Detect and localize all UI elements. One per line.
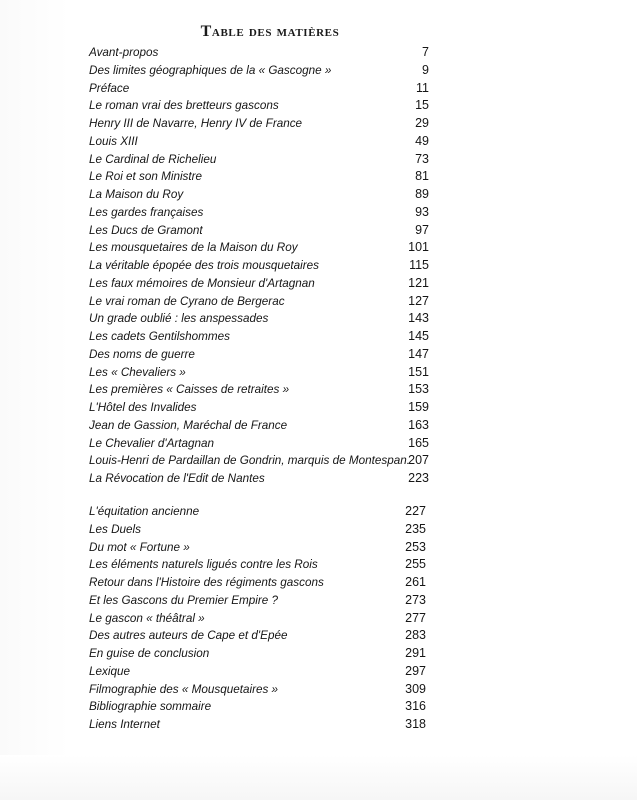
toc-entry-title: Les cadets Gentilshommes xyxy=(89,330,230,343)
toc-entry xyxy=(89,521,429,539)
toc-entry-title: La véritable épopée des trois mousquetaires xyxy=(89,259,319,272)
toc-entry-title: Louis XIII xyxy=(89,134,138,148)
toc-entry-title: Un grade oublié : les anspessades xyxy=(89,312,269,326)
toc-entry-page-number: 7 xyxy=(422,45,429,59)
toc-entry xyxy=(89,364,429,382)
toc-entry-page-number: 227 xyxy=(405,504,426,518)
toc-entry xyxy=(89,97,429,115)
toc-entry xyxy=(89,610,429,628)
toc-entry-page-number: 318 xyxy=(405,717,426,731)
toc-entry-title: Bibliographie sommaire xyxy=(89,700,212,714)
toc-entry-title: Les « Chevaliers » xyxy=(89,365,186,379)
toc-entry-title: Le Chevalier d'Artagnan xyxy=(89,436,215,450)
toc-entry-title: La Maison du Roy xyxy=(89,188,184,201)
toc-entry xyxy=(89,80,429,98)
toc-entry-page-number: 207 xyxy=(408,453,429,468)
toc-entry-page-number: 121 xyxy=(408,275,429,290)
toc-entry-page-number: 15 xyxy=(415,98,429,113)
toc-entry-title: Et les Gascons du Premier Empire ? xyxy=(89,593,279,607)
toc-entry xyxy=(89,592,429,610)
toc-entry-page-number: 316 xyxy=(405,699,426,714)
toc-entry-page-number: 235 xyxy=(405,521,426,536)
toc-entry xyxy=(89,452,429,470)
toc-entry-page-number: 97 xyxy=(415,222,429,237)
toc-entry-title: Les premières « Caisses de retraites » xyxy=(89,383,290,397)
toc-entry-page-number: 273 xyxy=(405,592,426,607)
toc-entry-title: Le Roi et son Ministre xyxy=(89,170,203,184)
toc-entry-title: Les Duels xyxy=(89,522,141,536)
toc-entry-page-number: 255 xyxy=(405,557,426,572)
page-title: Table des matières xyxy=(200,22,340,40)
toc-entry xyxy=(89,257,429,275)
toc-entry-page-number: 11 xyxy=(416,80,429,95)
toc-entry-title: Henry III de Navarre, Henry IV de France xyxy=(89,117,303,130)
toc-entry xyxy=(89,627,429,645)
toc-entry-title: Des autres auteurs de Cape et d'Epée xyxy=(89,629,288,643)
toc-entry-title: Louis-Henri de Pardaillan de Gondrin, marquis de Montespan. xyxy=(89,454,410,468)
toc-entry-title: Avant-propos xyxy=(89,46,159,59)
toc-entry-page-number: 147 xyxy=(408,346,429,361)
toc-entry-page-number: 29 xyxy=(415,116,429,130)
toc-entry xyxy=(89,698,429,716)
toc-entry-title: Filmographie des « Mousquetaires » xyxy=(89,682,279,696)
toc-entry-title: Préface xyxy=(89,81,130,95)
toc-entry xyxy=(89,539,429,557)
toc-entry xyxy=(89,681,429,699)
toc-entry-page-number: 127 xyxy=(408,293,429,308)
toc-entry xyxy=(89,62,429,80)
toc-entry-title: Le roman vrai des bretteurs gascons xyxy=(89,99,279,113)
toc-entry xyxy=(89,115,429,133)
toc-entry xyxy=(89,381,429,399)
toc-entry-page-number: 163 xyxy=(408,417,429,432)
toc-entry-page-number: 283 xyxy=(405,628,426,643)
toc-entry-title: Des limites géographiques de la « Gascogne » xyxy=(89,63,332,77)
toc-entry-page-number: 153 xyxy=(408,382,429,397)
toc-entry-title: L'équitation ancienne xyxy=(89,505,200,518)
toc-entry-title: La Révocation de l'Edit de Nantes xyxy=(89,472,265,485)
toc-entry xyxy=(89,556,429,574)
toc-entry xyxy=(89,151,429,169)
toc-entry-page-number: 151 xyxy=(408,364,429,379)
toc-entry-page-number: 49 xyxy=(415,133,429,148)
toc-entry-title: Le gascon « théâtral » xyxy=(89,611,205,625)
toc-entry xyxy=(89,204,429,222)
toc-entry-page-number: 291 xyxy=(405,646,426,660)
toc-entry xyxy=(89,503,429,521)
toc-entry-page-number: 223 xyxy=(408,471,429,485)
toc-entry xyxy=(89,239,429,257)
toc-entry-page-number: 81 xyxy=(415,169,429,184)
toc-entry-page-number: 277 xyxy=(405,610,426,625)
toc-entry-page-number: 309 xyxy=(405,681,426,696)
toc-entry-page-number: 93 xyxy=(415,204,429,219)
toc-entry-page-number: 73 xyxy=(415,151,429,166)
toc-entry-page-number: 253 xyxy=(405,539,426,554)
toc-entry xyxy=(89,663,429,681)
toc-entry-title: En guise de conclusion xyxy=(89,647,210,660)
toc-entry xyxy=(89,417,429,435)
toc-entry-page-number: 101 xyxy=(408,240,429,255)
toc-entry-title: Du mot « Fortune » xyxy=(89,540,190,554)
toc-entry-page-number: 143 xyxy=(408,311,429,326)
toc-entry xyxy=(89,275,429,293)
toc-entry-title: Jean de Gassion, Maréchal de France xyxy=(89,418,288,432)
toc-entry-title: Le Cardinal de Richelieu xyxy=(89,152,217,166)
toc-entry-title: Les faux mémoires de Monsieur d'Artagnan xyxy=(89,276,315,290)
toc-section-main xyxy=(89,44,429,488)
toc-entry-title: Retour dans l'Histoire des régiments gascons xyxy=(89,576,324,589)
toc-entry xyxy=(89,44,429,62)
toc-entry xyxy=(89,328,429,346)
toc-entry-title: Les Ducs de Gramont xyxy=(89,223,203,237)
toc-entry-page-number: 159 xyxy=(408,400,429,414)
toc-entry-page-number: 261 xyxy=(405,575,426,589)
toc-entry xyxy=(89,310,429,328)
toc-entry xyxy=(89,470,429,488)
toc-entry xyxy=(89,574,429,592)
toc-entry xyxy=(89,716,429,734)
toc-entry-page-number: 297 xyxy=(405,663,426,678)
toc-entry xyxy=(89,399,429,417)
toc-entry-title: Le vrai roman de Cyrano de Bergerac xyxy=(89,294,285,308)
toc-entry-title: Des noms de guerre xyxy=(89,347,195,361)
toc-entry-page-number: 9 xyxy=(422,62,429,77)
toc-entry-page-number: 115 xyxy=(409,258,429,272)
toc-entry xyxy=(89,168,429,186)
toc-entry xyxy=(89,435,429,453)
toc-entry xyxy=(89,293,429,311)
toc-entry-title: Les mousquetaires de la Maison du Roy xyxy=(89,241,298,255)
toc-section-annexes xyxy=(89,503,429,734)
toc-entry xyxy=(89,645,429,663)
toc-entry-title: Liens Internet xyxy=(89,718,160,731)
toc-entry xyxy=(89,133,429,151)
toc-entry-page-number: 165 xyxy=(408,435,429,450)
toc-entry-title: Les éléments naturels ligués contre les Rois xyxy=(89,558,318,572)
toc-entry xyxy=(89,222,429,240)
toc-entry-title: Lexique xyxy=(89,664,130,678)
toc-entry-page-number: 89 xyxy=(415,187,429,201)
toc-entry xyxy=(89,346,429,364)
toc-entry xyxy=(89,186,429,204)
toc-entry-title: L'Hôtel des Invalides xyxy=(89,401,197,414)
toc-entry-title: Les gardes françaises xyxy=(89,205,204,219)
toc-entry-page-number: 145 xyxy=(408,329,429,343)
